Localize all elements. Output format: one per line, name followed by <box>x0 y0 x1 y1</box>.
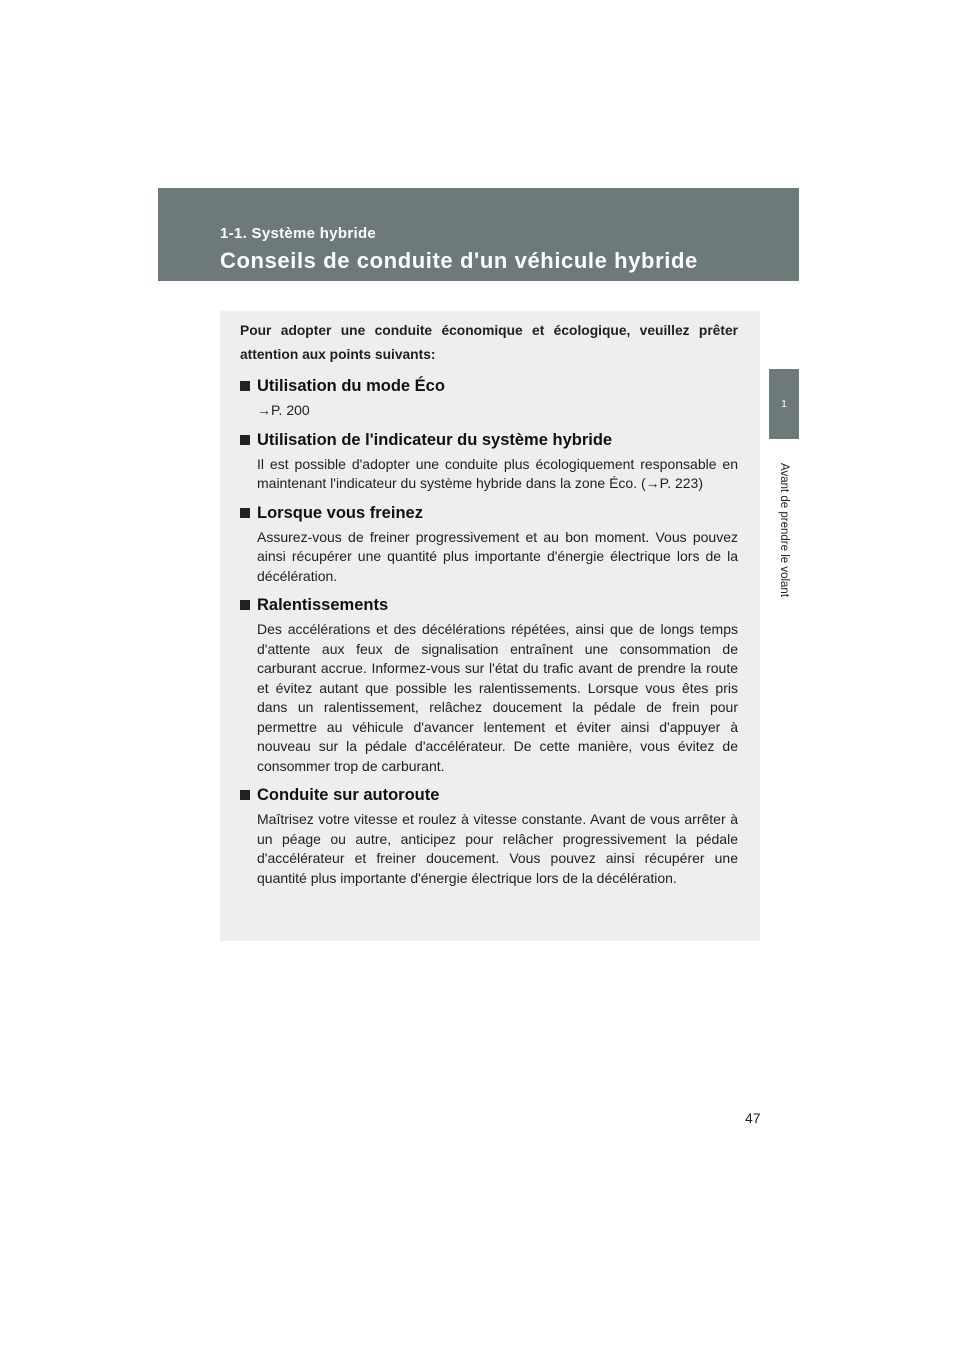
page-number: 47 <box>745 1110 761 1126</box>
square-bullet-icon <box>240 508 250 518</box>
header-band <box>158 188 799 281</box>
tip-item <box>240 429 738 494</box>
tip-item <box>240 594 738 776</box>
tip-item <box>240 375 738 421</box>
tip-item <box>240 784 738 888</box>
tip-heading-text: Conduite sur autoroute <box>257 786 440 804</box>
tip-heading <box>240 429 738 451</box>
tips-box <box>220 311 760 941</box>
tip-text: Il est possible d'adopter une conduite plus écologiquement responsable en maintenant l'indicateur du système hybride dans la zone Éco. (→P. 223) <box>257 455 738 491</box>
square-bullet-icon <box>240 790 250 800</box>
tip-heading <box>240 594 738 616</box>
tip-text: Assurez-vous de freiner progressivement et au bon moment. Vous pouvez ainsi récupérer une quantité plus importante d'énergie électrique lors de la décélération. <box>257 528 738 584</box>
square-bullet-icon <box>240 435 250 445</box>
section-label: 1-1. Système hybride <box>220 225 377 242</box>
tip-text: Maîtrisez votre vitesse et roulez à vitesse constante. Avant de vous arrêter à un péage ou autre, anticipez pour relâcher progressivement la pédale d'accélérateur et freiner doucement. Vous pouvez ainsi récupérer une quantité plus importante d'énergie électrique lors de la décélération. <box>257 811 738 886</box>
intro-text: Pour adopter une conduite économique et écologique, veuillez prêter attention aux points suivants: <box>240 323 738 362</box>
tip-text: Des accélérations et des décélérations répétées, ainsi que de longs temps d'attente aux feux de signalisation entraînent une consommation de carburant accrue. Informez-vous sur l'état du trafic avant de prendre la route et évitez autant que possible les ralentissements. Lorsque vous êtes pris dans un ralentissement, relâchez doucement la pédale de frein pour permettre au véhicule d'avancer lentement et éviter ainsi d'appuyer à nouveau sur la pédale d'accélérateur. De cette manière, vous évitez de consommer trop de carburant. <box>257 621 738 774</box>
tip-item <box>240 502 738 587</box>
square-bullet-icon <box>240 600 250 610</box>
chapter-side-label: Avant de prendre le volant <box>778 462 790 598</box>
tip-heading <box>240 502 738 524</box>
tip-heading <box>240 375 738 397</box>
tip-heading <box>240 784 738 806</box>
square-bullet-icon <box>240 381 250 391</box>
tip-heading-text: Ralentissements <box>257 596 389 614</box>
tip-heading-text: Utilisation du mode Éco <box>257 377 445 395</box>
page-title: Conseils de conduite d'un véhicule hybride <box>220 248 698 273</box>
chapter-tab: 1 <box>769 369 799 439</box>
tip-text: →P. 200 <box>257 402 310 418</box>
tip-heading-text: Lorsque vous freinez <box>257 503 423 522</box>
tip-heading-text: Utilisation de l'indicateur du système hybride <box>257 430 613 449</box>
